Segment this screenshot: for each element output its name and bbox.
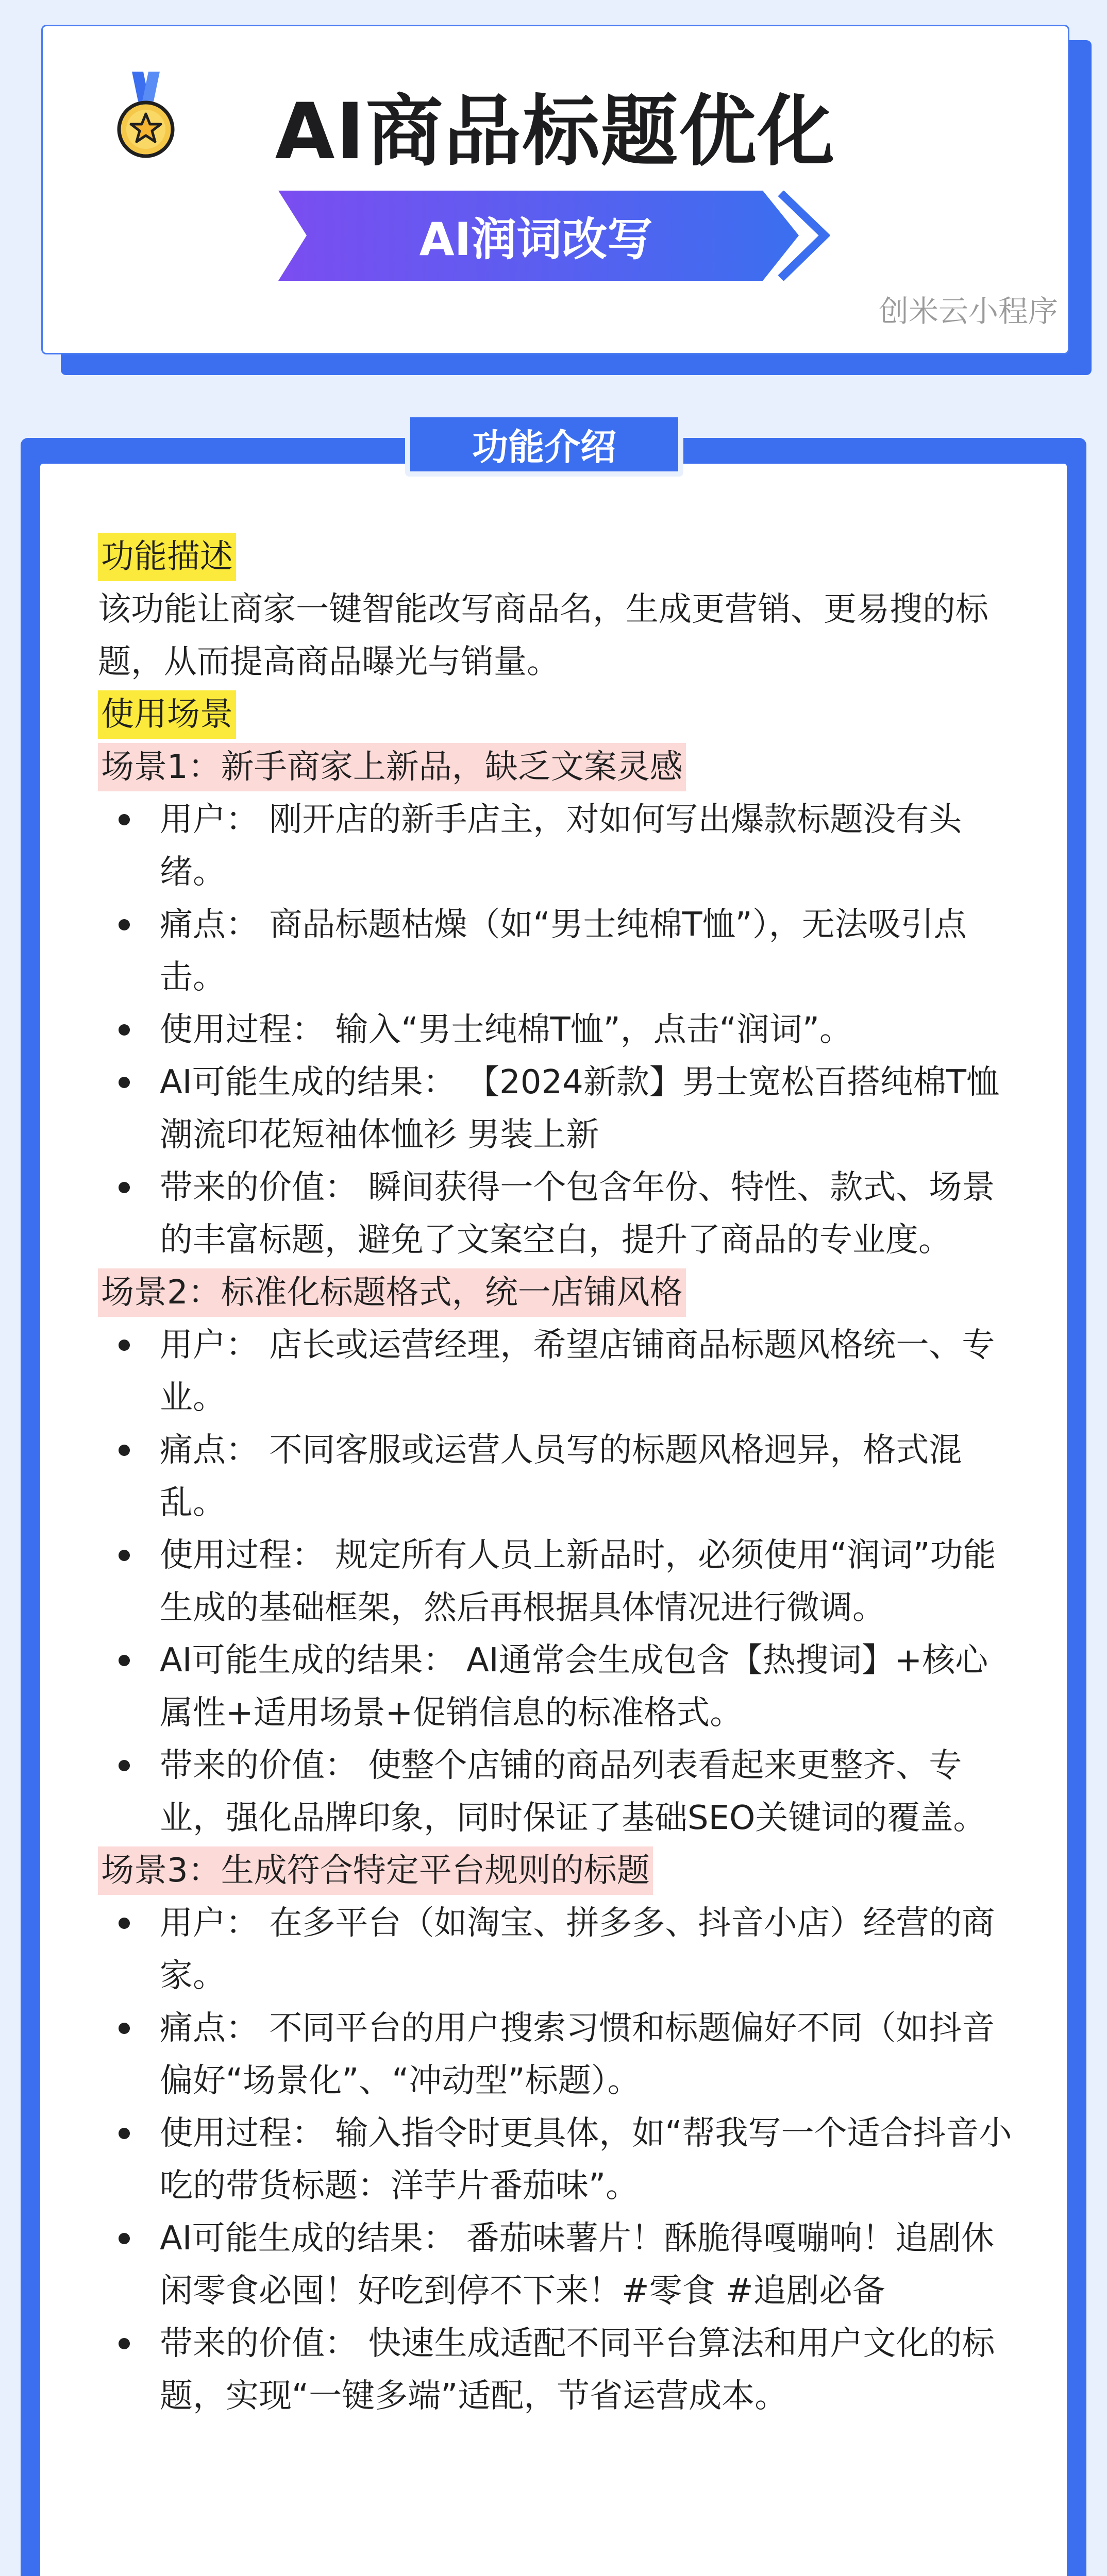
list-item: 带来的价值： 使整个店铺的商品列表看起来更整齐、专业，强化品牌印象，同时保证了基础SEO关键词的覆盖。 [98, 1739, 1020, 1844]
description-text: 该功能让商家一键智能改写商品名，生成更营销、更易搜的标题，从而提高商品曝光与销量。 [98, 590, 988, 681]
page-title: AI商品标题优化 [275, 87, 836, 177]
list-item: 用户： 在多平台（如淘宝、拼多多、抖音小店）经营的商家。 [98, 1897, 1020, 2002]
list-item: 用户： 店长或运营经理，希望店铺商品标题风格统一、专业。 [98, 1319, 1020, 1424]
list-item: 使用过程： 输入指令时更具体，如“帮我写一个适合抖音小吃的带货标题：洋芋片番茄味”。 [98, 2107, 1020, 2212]
scenarios-heading: 使用场景 [98, 690, 236, 739]
scenario-block [98, 1266, 1020, 1844]
scenario-list [98, 1897, 1020, 2422]
list-item: 痛点： 不同平台的用户搜索习惯和标题偏好不同（如抖音偏好“场景化”、“冲动型”标题）。 [98, 2002, 1020, 2107]
list-item: 用户： 刚开店的新手店主，对如何写出爆款标题没有头绪。 [98, 793, 1020, 899]
scenario-title: 场景1：新手商家上新品，缺乏文案灵感 [98, 743, 686, 791]
list-item: 使用过程： 规定所有人员上新品时，必须使用“润词”功能生成的基础框架，然后再根据具体情况进行微调。 [98, 1529, 1020, 1634]
list-item: 带来的价值： 快速生成适配不同平台算法和用户文化的标题，实现“一键多端”适配，节省运营成本。 [98, 2317, 1020, 2422]
list-item: 痛点： 商品标题枯燥（如“男士纯棉T恤”），无法吸引点击。 [98, 899, 1020, 1004]
scenario-title: 场景2：标准化标题格式，统一店铺风格 [98, 1268, 686, 1317]
scenario-block [98, 1844, 1020, 2422]
content-body [98, 531, 1020, 2422]
list-item: 使用过程： 输入“男士纯棉T恤”，点击“润词”。 [98, 1004, 1020, 1056]
list-item: AI可能生成的结果： 【2024新款】男士宽松百搭纯棉T恤 潮流印花短袖体恤衫 男装上新 [98, 1056, 1020, 1161]
scenario-list [98, 1319, 1020, 1844]
subtitle-label: AI润词改写 [419, 212, 653, 266]
list-item: AI可能生成的结果： AI通常会生成包含【热搜词】+核心属性+适用场景+促销信息的标准格式。 [98, 1634, 1020, 1739]
list-item: 带来的价值： 瞬间获得一个包含年份、特性、款式、场景的丰富标题，避免了文案空白，提升了商品的专业度。 [98, 1161, 1020, 1266]
description-heading: 功能描述 [98, 533, 236, 581]
section-tab: 功能介绍 [405, 412, 683, 477]
scenario-block [98, 741, 1020, 1266]
brand-label: 创米云小程序 [878, 294, 1058, 329]
scenario-list [98, 793, 1020, 1266]
list-item: 痛点： 不同客服或运营人员写的标题风格迥异，格式混乱。 [98, 1424, 1020, 1529]
list-item: AI可能生成的结果： 番茄味薯片！酥脆得嘎嘣响！追剧休闲零食必囤！好吃到停不下来！#零食 #追剧必备 [98, 2212, 1020, 2317]
scenario-title: 场景3：生成符合特定平台规则的标题 [98, 1846, 653, 1895]
